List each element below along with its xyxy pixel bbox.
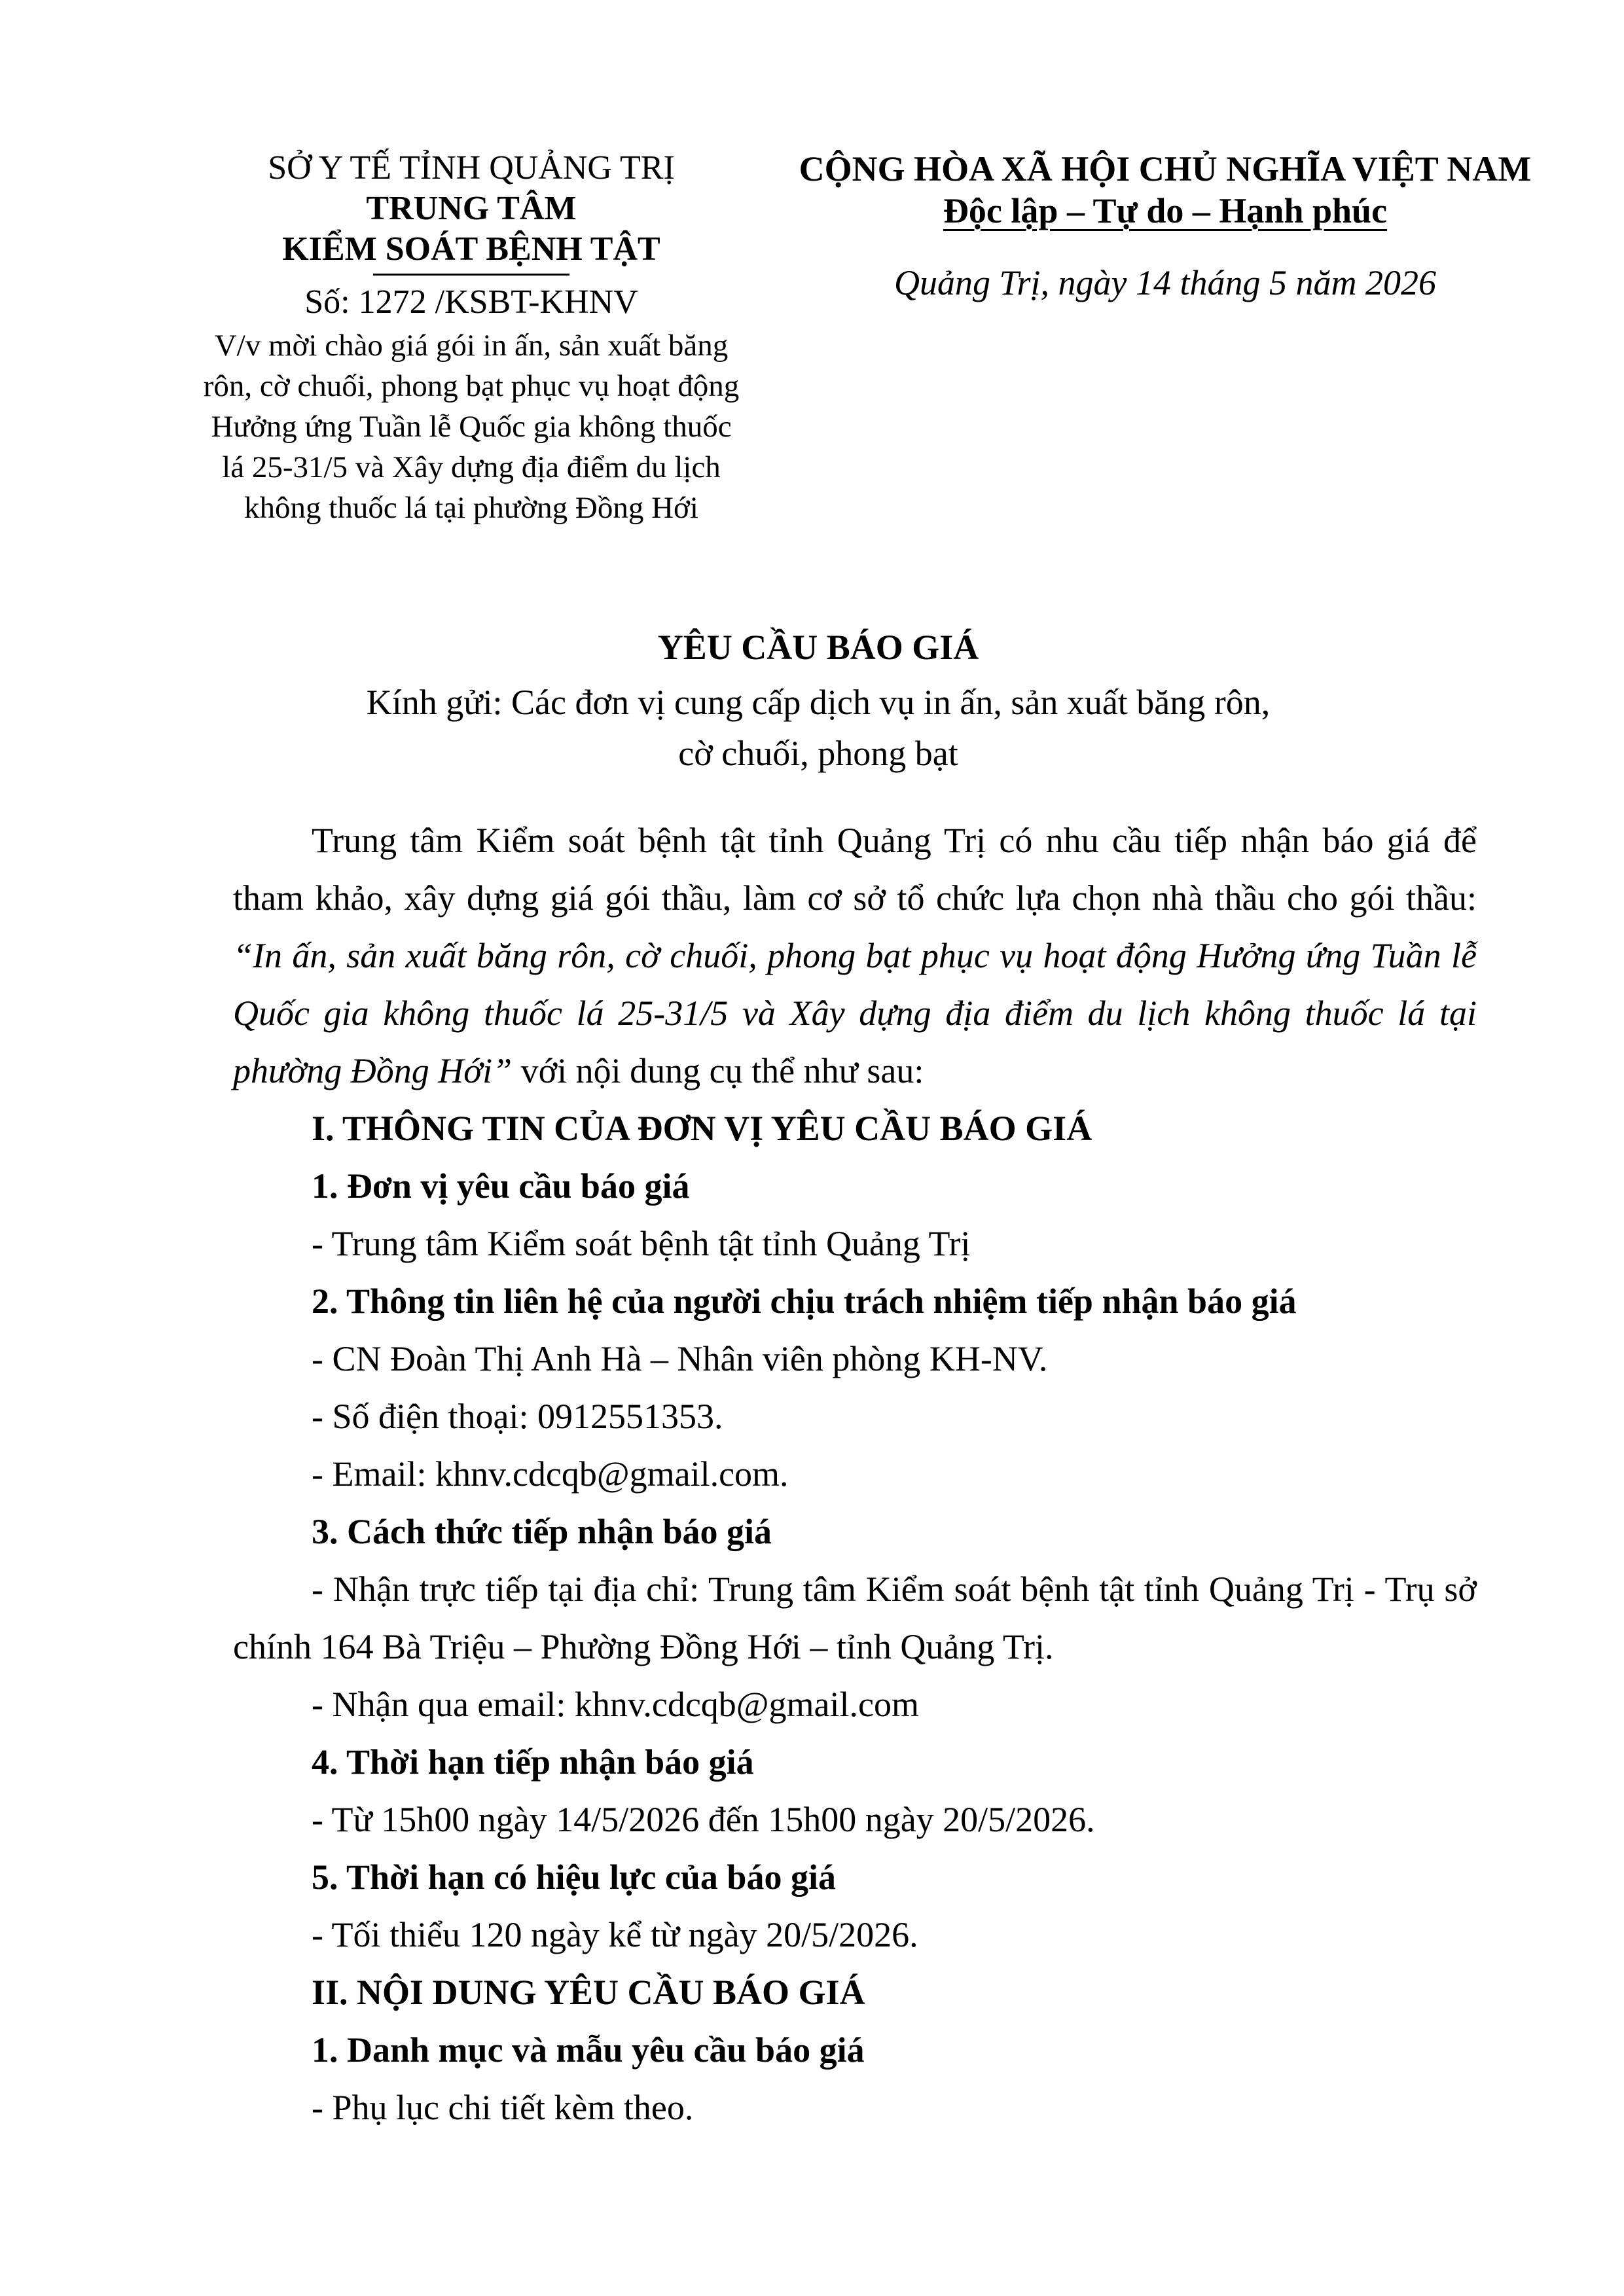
document-number: Số: 1272 /KSBT-KHNV <box>304 283 638 321</box>
list-item: - Tối thiểu 120 ngày kể từ ngày 20/5/2026. <box>312 1915 918 1954</box>
list-item: - Trung tâm Kiểm soát bệnh tật tỉnh Quảng Trị <box>312 1224 971 1263</box>
subsection-title: 1. Đơn vị yêu cầu báo giá <box>312 1166 690 1206</box>
subject-line: Hưởng ứng Tuần lễ Quốc gia không thuốc <box>211 410 732 444</box>
document-title: YÊU CẦU BÁO GIÁ <box>657 628 979 667</box>
recipient-line: cờ chuối, phong bạt <box>678 734 958 773</box>
subject-line: rôn, cờ chuối, phong bạt phục vụ hoạt động <box>203 369 740 403</box>
contact-email: - Email: khnv.cdcqb@gmail.com. <box>312 1454 789 1494</box>
subject-line: không thuốc lá tại phường Đồng Hới <box>244 491 698 525</box>
package-name: “In ấn, sản xuất băng rôn, cờ chuối, phong bạt phục vụ hoạt động Hưởng ứng Tuần lễ Quốc gia không thuốc lá 25-31/5 và Xây dựng địa điểm du lịch không thuốc lá tại phường Đồng Hới” <box>233 936 1477 1090</box>
subsection-title: 3. Cách thức tiếp nhận báo giá <box>312 1512 772 1551</box>
intro-paragraph <box>233 812 1477 1100</box>
national-header-block <box>740 148 1591 304</box>
subject-line: lá 25-31/5 và Xây dựng địa điểm du lịch <box>222 450 721 484</box>
contact-name: - CN Đoàn Thị Anh Hà – Nhân viên phòng KH-NV. <box>312 1339 1048 1378</box>
section-heading: I. THÔNG TIN CỦA ĐƠN VỊ YÊU CẦU BÁO GIÁ <box>312 1109 1092 1148</box>
unit-name-line1: TRUNG TÂM <box>366 190 577 227</box>
unit-name-line2: KIỂM SOÁT BỆNH TẬT <box>282 230 660 268</box>
document-subject <box>196 325 746 528</box>
agency-name: SỞ Y TẾ TỈNH QUẢNG TRỊ <box>268 149 675 187</box>
document-body <box>233 812 1477 2136</box>
national-motto: Độc lập – Tự do – Hạnh phúc <box>943 191 1388 230</box>
subsection-title: 4. Thời hạn tiếp nhận báo giá <box>312 1742 754 1782</box>
list-item: - Nhận qua email: khnv.cdcqb@gmail.com <box>312 1685 919 1724</box>
intro-text: Trung tâm Kiểm soát bệnh tật tỉnh Quảng Trị có nhu cầu tiếp nhận báo giá để tham khảo, xây dựng giá gói thầu, làm cơ sở tổ chức lựa chọn nhà thầu cho gói thầu: <box>233 821 1477 918</box>
contact-phone: - Số điện thoại: 0912551353. <box>312 1397 723 1436</box>
subsection-title: 5. Thời hạn có hiệu lực của báo giá <box>312 1857 836 1897</box>
issue-date: Quảng Trị, ngày 14 tháng 5 năm 2026 <box>893 263 1437 302</box>
list-item: - Phụ lục chi tiết kèm theo. <box>312 2088 694 2127</box>
intro-text-end: với nội dung cụ thể như sau: <box>512 1051 924 1090</box>
recipient-line: Kính gửi: Các đơn vị cung cấp dịch vụ in ấn, sản xuất băng rôn, <box>366 683 1271 722</box>
header-divider <box>373 274 569 276</box>
issuing-agency-block <box>196 148 746 528</box>
subsection-title: 2. Thông tin liên hệ của người chịu trách nhiệm tiếp nhận báo giá <box>312 1282 1297 1321</box>
section-heading: II. NỘI DUNG YÊU CẦU BÁO GIÁ <box>312 1973 865 2012</box>
subsection-title: 1. Danh mục và mẫu yêu cầu báo giá <box>312 2030 865 2070</box>
nation-name: CỘNG HÒA XÃ HỘI CHỦ NGHĨA VIỆT NAM <box>799 149 1532 188</box>
list-item: - Nhận trực tiếp tại địa chỉ: Trung tâm Kiểm soát bệnh tật tỉnh Quảng Trị - Trụ sở chính 164 Bà Triệu – Phường Đồng Hới – tỉnh Quảng Trị. <box>233 1570 1477 1666</box>
subject-line: V/v mời chào giá gói in ấn, sản xuất băng <box>214 329 729 363</box>
list-item: - Từ 15h00 ngày 14/5/2026 đến 15h00 ngày 20/5/2026. <box>312 1800 1095 1839</box>
title-block <box>196 622 1440 779</box>
